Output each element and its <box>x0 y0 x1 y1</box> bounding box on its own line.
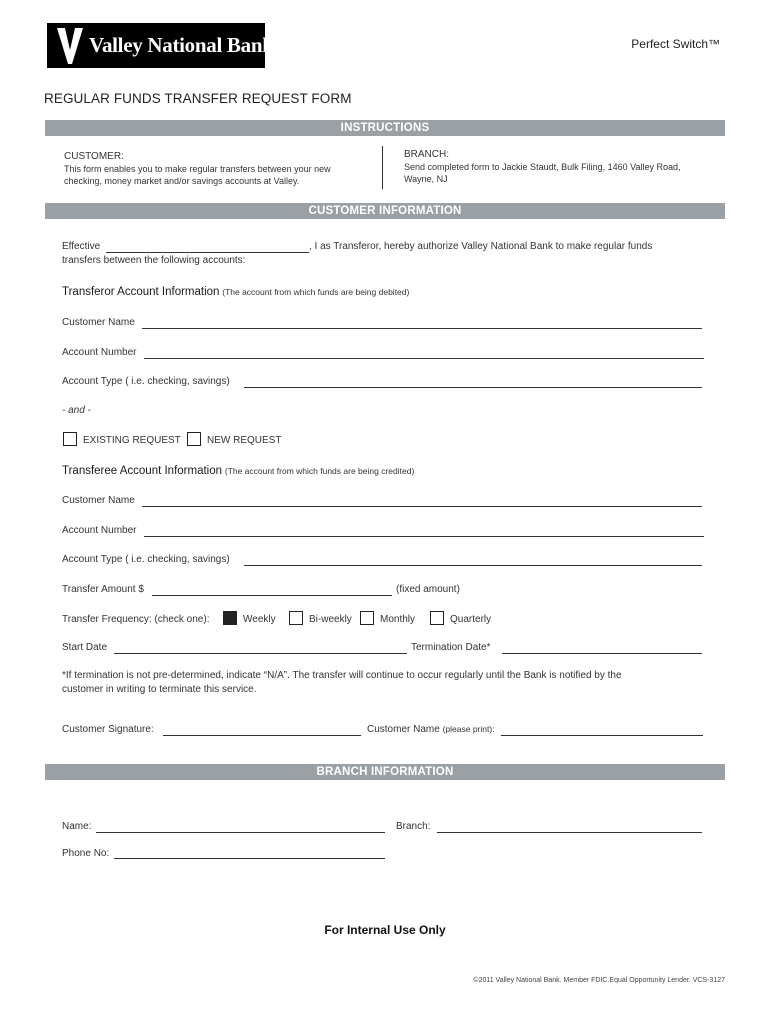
transferor-title: Transferor Account Information <box>62 286 220 298</box>
transferee-note: (The account from which funds are being credited) <box>224 466 415 476</box>
quarterly-label: Quarterly <box>450 614 492 625</box>
weekly-label: Weekly <box>243 614 276 625</box>
transferor-account-number-field[interactable] <box>144 358 704 359</box>
bank-logo <box>47 23 274 68</box>
customer-signature-label: Customer Signature: <box>62 724 154 735</box>
branch-name-label: Name: <box>62 821 92 832</box>
weekly-checkbox[interactable] <box>223 611 237 625</box>
and-separator: - and - <box>62 405 91 416</box>
internal-use-label: For Internal Use Only <box>324 923 446 937</box>
transferee-title: Transferee Account Information <box>62 465 223 477</box>
transferor-account-type-label: Account Type ( i.e. checking, savings) <box>62 376 230 387</box>
effective-label: Effective <box>62 241 101 252</box>
new-request-label: NEW REQUEST <box>207 435 282 446</box>
start-date-label: Start Date <box>62 642 108 653</box>
transferor-note: (The account from which funds are being debited) <box>222 287 410 297</box>
transferor-customer-name-field[interactable] <box>142 328 702 329</box>
branch-information-heading: BRANCH INFORMATION <box>45 764 725 780</box>
customer-instructions-label: CUSTOMER: <box>64 151 124 162</box>
footer-copyright: ©2011 Valley National Bank. Member FDIC.Equal Opportunity Lender. VCS-3127 <box>473 977 725 984</box>
customer-signature-field[interactable] <box>163 735 361 736</box>
print-name-note: (please print): <box>442 724 495 734</box>
authorization-text-continued: transfers between the following accounts: <box>62 255 246 266</box>
bank-name: Valley National Bank <box>89 33 274 57</box>
branch-field[interactable] <box>437 832 702 833</box>
transferee-account-number-field[interactable] <box>144 536 704 537</box>
transfer-amount-field[interactable] <box>152 595 392 596</box>
branch-instructions-text: Send completed form to Jackie Staudt, Bulk Filing, 1460 Valley Road, Wayne, NJ <box>404 162 681 184</box>
new-request-checkbox[interactable] <box>187 432 201 446</box>
transferor-customer-name-label: Customer Name <box>62 317 135 328</box>
customer-print-name-field[interactable] <box>501 735 703 736</box>
form-title: REGULAR FUNDS TRANSFER REQUEST FORM <box>44 91 352 106</box>
transferee-customer-name-field[interactable] <box>142 506 702 507</box>
termination-footnote: *If termination is not pre-determined, indicate “N/A”. The transfer will continue to occur regularly until the Bank is notified by the <box>62 670 622 681</box>
instructions-divider <box>382 146 383 189</box>
transferee-account-type-field[interactable] <box>244 565 702 566</box>
existing-request-checkbox[interactable] <box>63 432 77 446</box>
phone-label: Phone No: <box>62 848 110 859</box>
termination-date-field[interactable] <box>502 653 702 654</box>
branch-label: Branch: <box>396 821 431 832</box>
authorization-text: , I as Transferor, hereby authorize Valley National Bank to make regular funds <box>309 241 653 252</box>
phone-field[interactable] <box>114 858 385 859</box>
existing-request-label: EXISTING REQUEST <box>83 435 181 446</box>
product-name: Perfect Switch™ <box>631 37 720 51</box>
transferor-account-type-field[interactable] <box>244 387 702 388</box>
branch-instructions-label: BRANCH: <box>404 149 450 160</box>
instructions-heading: INSTRUCTIONS <box>45 120 725 136</box>
print-name-label: Customer Name <box>367 724 440 735</box>
transferor-section <box>62 286 409 298</box>
termination-date-label: Termination Date* <box>411 642 491 653</box>
transferee-customer-name-label: Customer Name <box>62 495 135 506</box>
effective-date-field[interactable] <box>106 252 309 253</box>
monthly-checkbox[interactable] <box>360 611 374 625</box>
transferee-account-type-label: Account Type ( i.e. checking, savings) <box>62 554 230 565</box>
branch-name-field[interactable] <box>96 832 385 833</box>
termination-footnote-continued: customer in writing to terminate this service. <box>62 684 257 695</box>
transferor-account-number-label: Account Number <box>62 347 137 358</box>
print-name-label-group <box>367 724 495 735</box>
customer-instructions-text: This form enables you to make regular transfers between your new checking, money market and/or savings accounts at Valley. <box>64 164 331 186</box>
valley-v-icon <box>55 28 85 64</box>
monthly-label: Monthly <box>380 614 416 625</box>
quarterly-checkbox[interactable] <box>430 611 444 625</box>
transferee-account-number-label: Account Number <box>62 525 137 536</box>
biweekly-checkbox[interactable] <box>289 611 303 625</box>
transfer-frequency-label: Transfer Frequency: (check one): <box>62 614 210 625</box>
fixed-amount-label: (fixed amount) <box>396 584 460 595</box>
transferee-section <box>62 465 414 477</box>
transfer-amount-label: Transfer Amount $ <box>62 584 144 595</box>
start-date-field[interactable] <box>114 653 407 654</box>
customer-information-heading: CUSTOMER INFORMATION <box>45 203 725 219</box>
biweekly-label: Bi-weekly <box>309 614 352 625</box>
